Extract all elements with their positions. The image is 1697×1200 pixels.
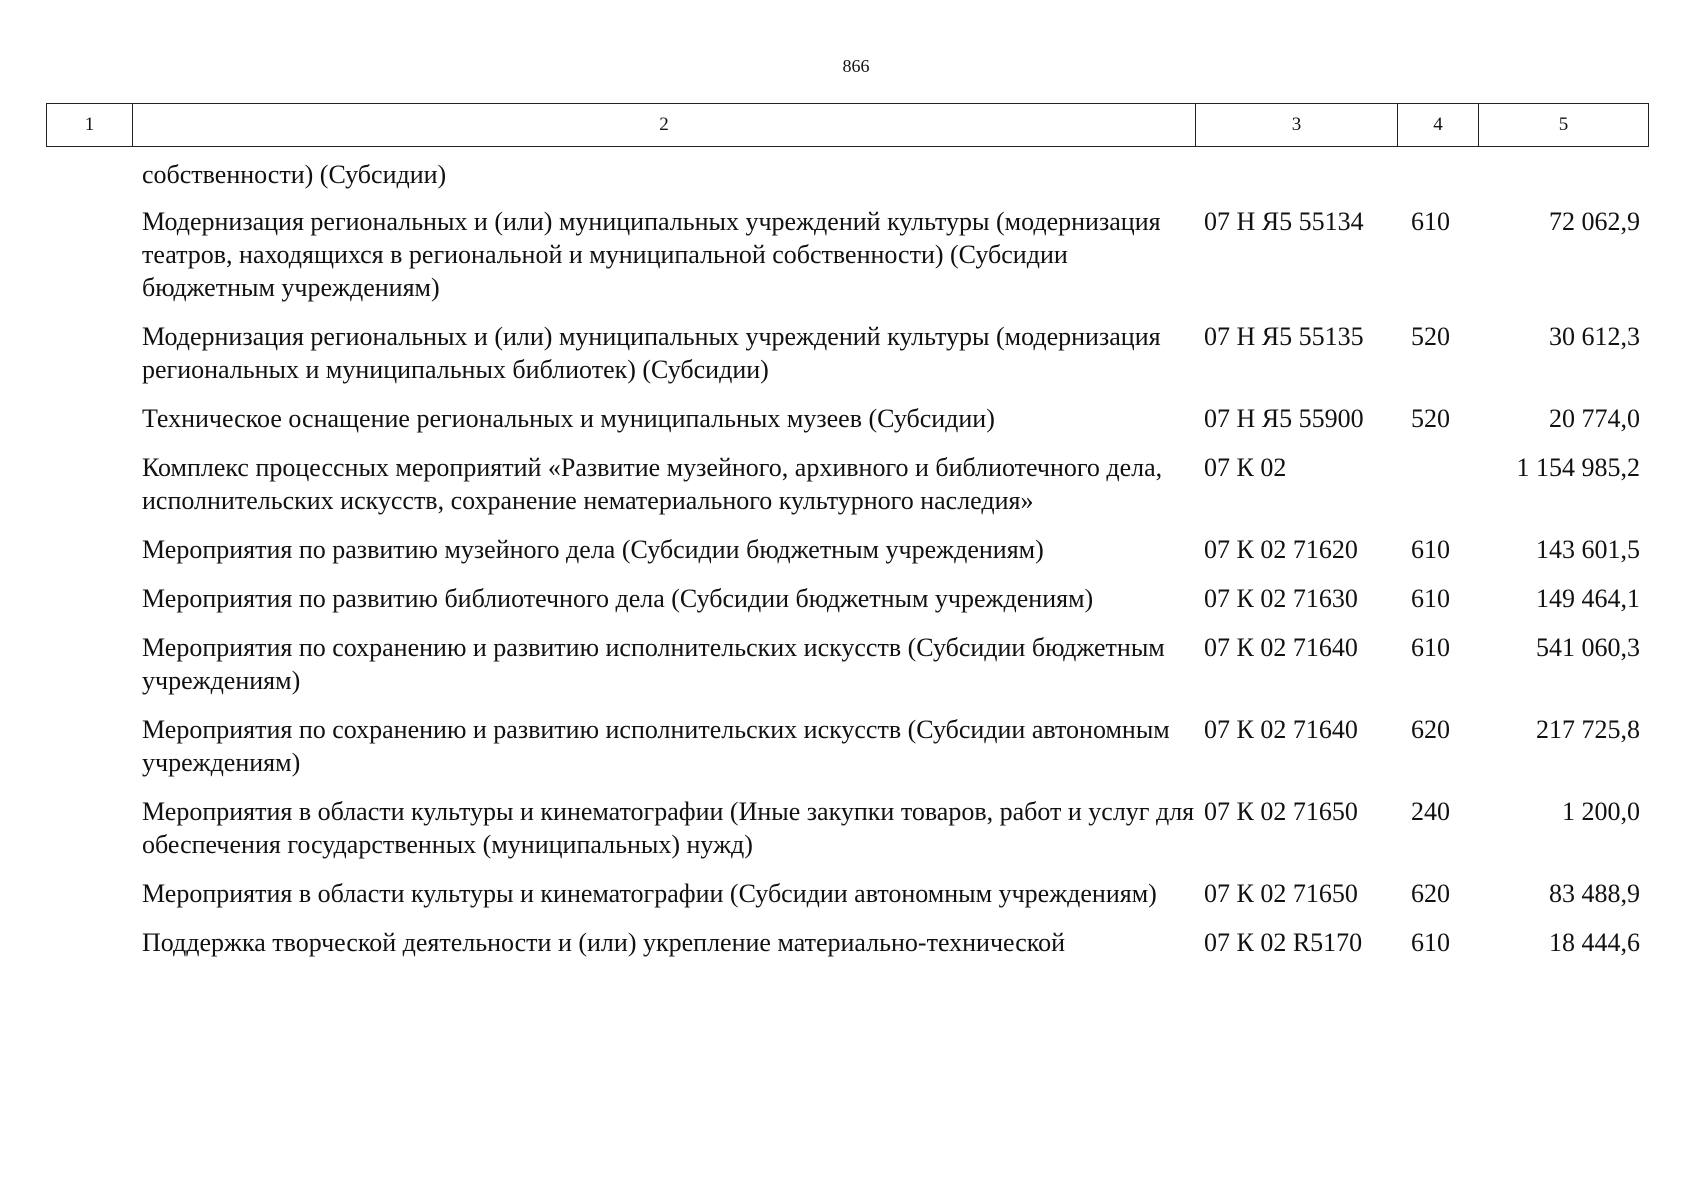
row-amount: 30 612,3 bbox=[1549, 322, 1640, 351]
table-row bbox=[46, 795, 1648, 861]
column-number-2: 2 bbox=[133, 104, 1196, 147]
row-name: Мероприятия по сохранению и развитию исполнительских искусств (Субсидии бюджетным учреждениям) bbox=[142, 633, 1165, 695]
row-code: 07 К 02 R5170 bbox=[1204, 928, 1363, 957]
row-amount: 149 464,1 bbox=[1536, 584, 1640, 613]
row-amount: 1 154 985,2 bbox=[1516, 453, 1640, 482]
row-name: Мероприятия по сохранению и развитию исполнительских искусств (Субсидии автономным учреждениям) bbox=[142, 715, 1170, 777]
row-expense-type: 610 bbox=[1411, 584, 1450, 613]
column-number-1: 1 bbox=[47, 104, 133, 147]
row-code: 07 К 02 71630 bbox=[1204, 584, 1358, 613]
row-name: Техническое оснащение региональных и муниципальных музеев (Субсидии) bbox=[142, 404, 995, 433]
table-row bbox=[46, 205, 1648, 304]
row-expense-type: 610 bbox=[1411, 207, 1450, 236]
table-row bbox=[46, 582, 1648, 615]
column-number-5: 5 bbox=[1479, 104, 1649, 147]
row-amount: 541 060,3 bbox=[1536, 633, 1640, 662]
row-amount: 217 725,8 bbox=[1536, 715, 1640, 744]
row-code bbox=[1195, 158, 1397, 191]
table-row bbox=[46, 533, 1648, 566]
row-amount bbox=[1478, 158, 1648, 191]
row-code: 07 Н Я5 55900 bbox=[1204, 404, 1364, 433]
row-expense-type: 240 bbox=[1411, 797, 1450, 826]
column-number-3: 3 bbox=[1196, 104, 1398, 147]
table-row bbox=[46, 320, 1648, 386]
row-name: Модернизация региональных и (или) муниципальных учреждений культуры (модернизация театров, находящихся в региональной и муниципальной собственности) (Субсидии бюджетным учреждениям) bbox=[142, 207, 1161, 302]
row-name: Мероприятия по развитию библиотечного дела (Субсидии бюджетным учреждениям) bbox=[142, 584, 1094, 613]
row-name: собственности) (Субсидии) bbox=[142, 160, 447, 189]
row-amount: 1 200,0 bbox=[1562, 797, 1640, 826]
table-row bbox=[46, 402, 1648, 435]
row-amount: 18 444,6 bbox=[1549, 928, 1640, 957]
budget-rows bbox=[46, 158, 1648, 975]
row-name: Мероприятия в области культуры и кинематографии (Иные закупки товаров, работ и услуг для обеспечения государственных (муниципальных) нужд) bbox=[142, 797, 1195, 859]
table-row bbox=[46, 713, 1648, 779]
row-code: 07 К 02 71620 bbox=[1204, 535, 1358, 564]
row-expense-type bbox=[1397, 158, 1478, 191]
row-name: Поддержка творческой деятельности и (или) укрепление материально-технической bbox=[142, 928, 1065, 957]
column-number-4: 4 bbox=[1398, 104, 1479, 147]
row-expense-type: 620 bbox=[1411, 715, 1450, 744]
row-expense-type: 610 bbox=[1411, 535, 1450, 564]
table-row bbox=[46, 158, 1648, 191]
row-amount: 83 488,9 bbox=[1549, 879, 1640, 908]
row-expense-type: 610 bbox=[1411, 928, 1450, 957]
row-code: 07 Н Я5 55134 bbox=[1204, 207, 1364, 236]
row-code: 07 Н Я5 55135 bbox=[1204, 322, 1364, 351]
row-amount: 20 774,0 bbox=[1549, 404, 1640, 433]
table-row bbox=[46, 631, 1648, 697]
row-amount: 143 601,5 bbox=[1536, 535, 1640, 564]
row-amount: 72 062,9 bbox=[1549, 207, 1640, 236]
row-expense-type: 610 bbox=[1411, 633, 1450, 662]
row-name: Мероприятия в области культуры и кинематографии (Субсидии автономным учреждениям) bbox=[142, 879, 1157, 908]
row-expense-type bbox=[1397, 451, 1478, 517]
page-number: 866 bbox=[842, 56, 870, 76]
column-number-row bbox=[47, 104, 1649, 147]
row-code: 07 К 02 71640 bbox=[1204, 633, 1358, 662]
row-name: Мероприятия по развитию музейного дела (Субсидии бюджетным учреждениям) bbox=[142, 535, 1044, 564]
row-name: Модернизация региональных и (или) муниципальных учреждений культуры (модернизация региональных и муниципальных библиотек) (Субсидии) bbox=[142, 322, 1161, 384]
column-header-table bbox=[46, 103, 1649, 147]
row-expense-type: 520 bbox=[1411, 404, 1450, 433]
row-code: 07 К 02 71650 bbox=[1204, 797, 1358, 826]
row-code: 07 К 02 bbox=[1204, 453, 1287, 482]
table-row bbox=[46, 877, 1648, 910]
row-code: 07 К 02 71640 bbox=[1204, 715, 1358, 744]
row-code: 07 К 02 71650 bbox=[1204, 879, 1358, 908]
table-row bbox=[46, 451, 1648, 517]
row-expense-type: 620 bbox=[1411, 879, 1450, 908]
row-name: Комплекс процессных мероприятий «Развитие музейного, архивного и библиотечного дела, исполнительских искусств, сохранение нематериального культурного наследия» bbox=[142, 453, 1163, 515]
row-expense-type: 520 bbox=[1411, 322, 1450, 351]
table-row bbox=[46, 926, 1648, 959]
